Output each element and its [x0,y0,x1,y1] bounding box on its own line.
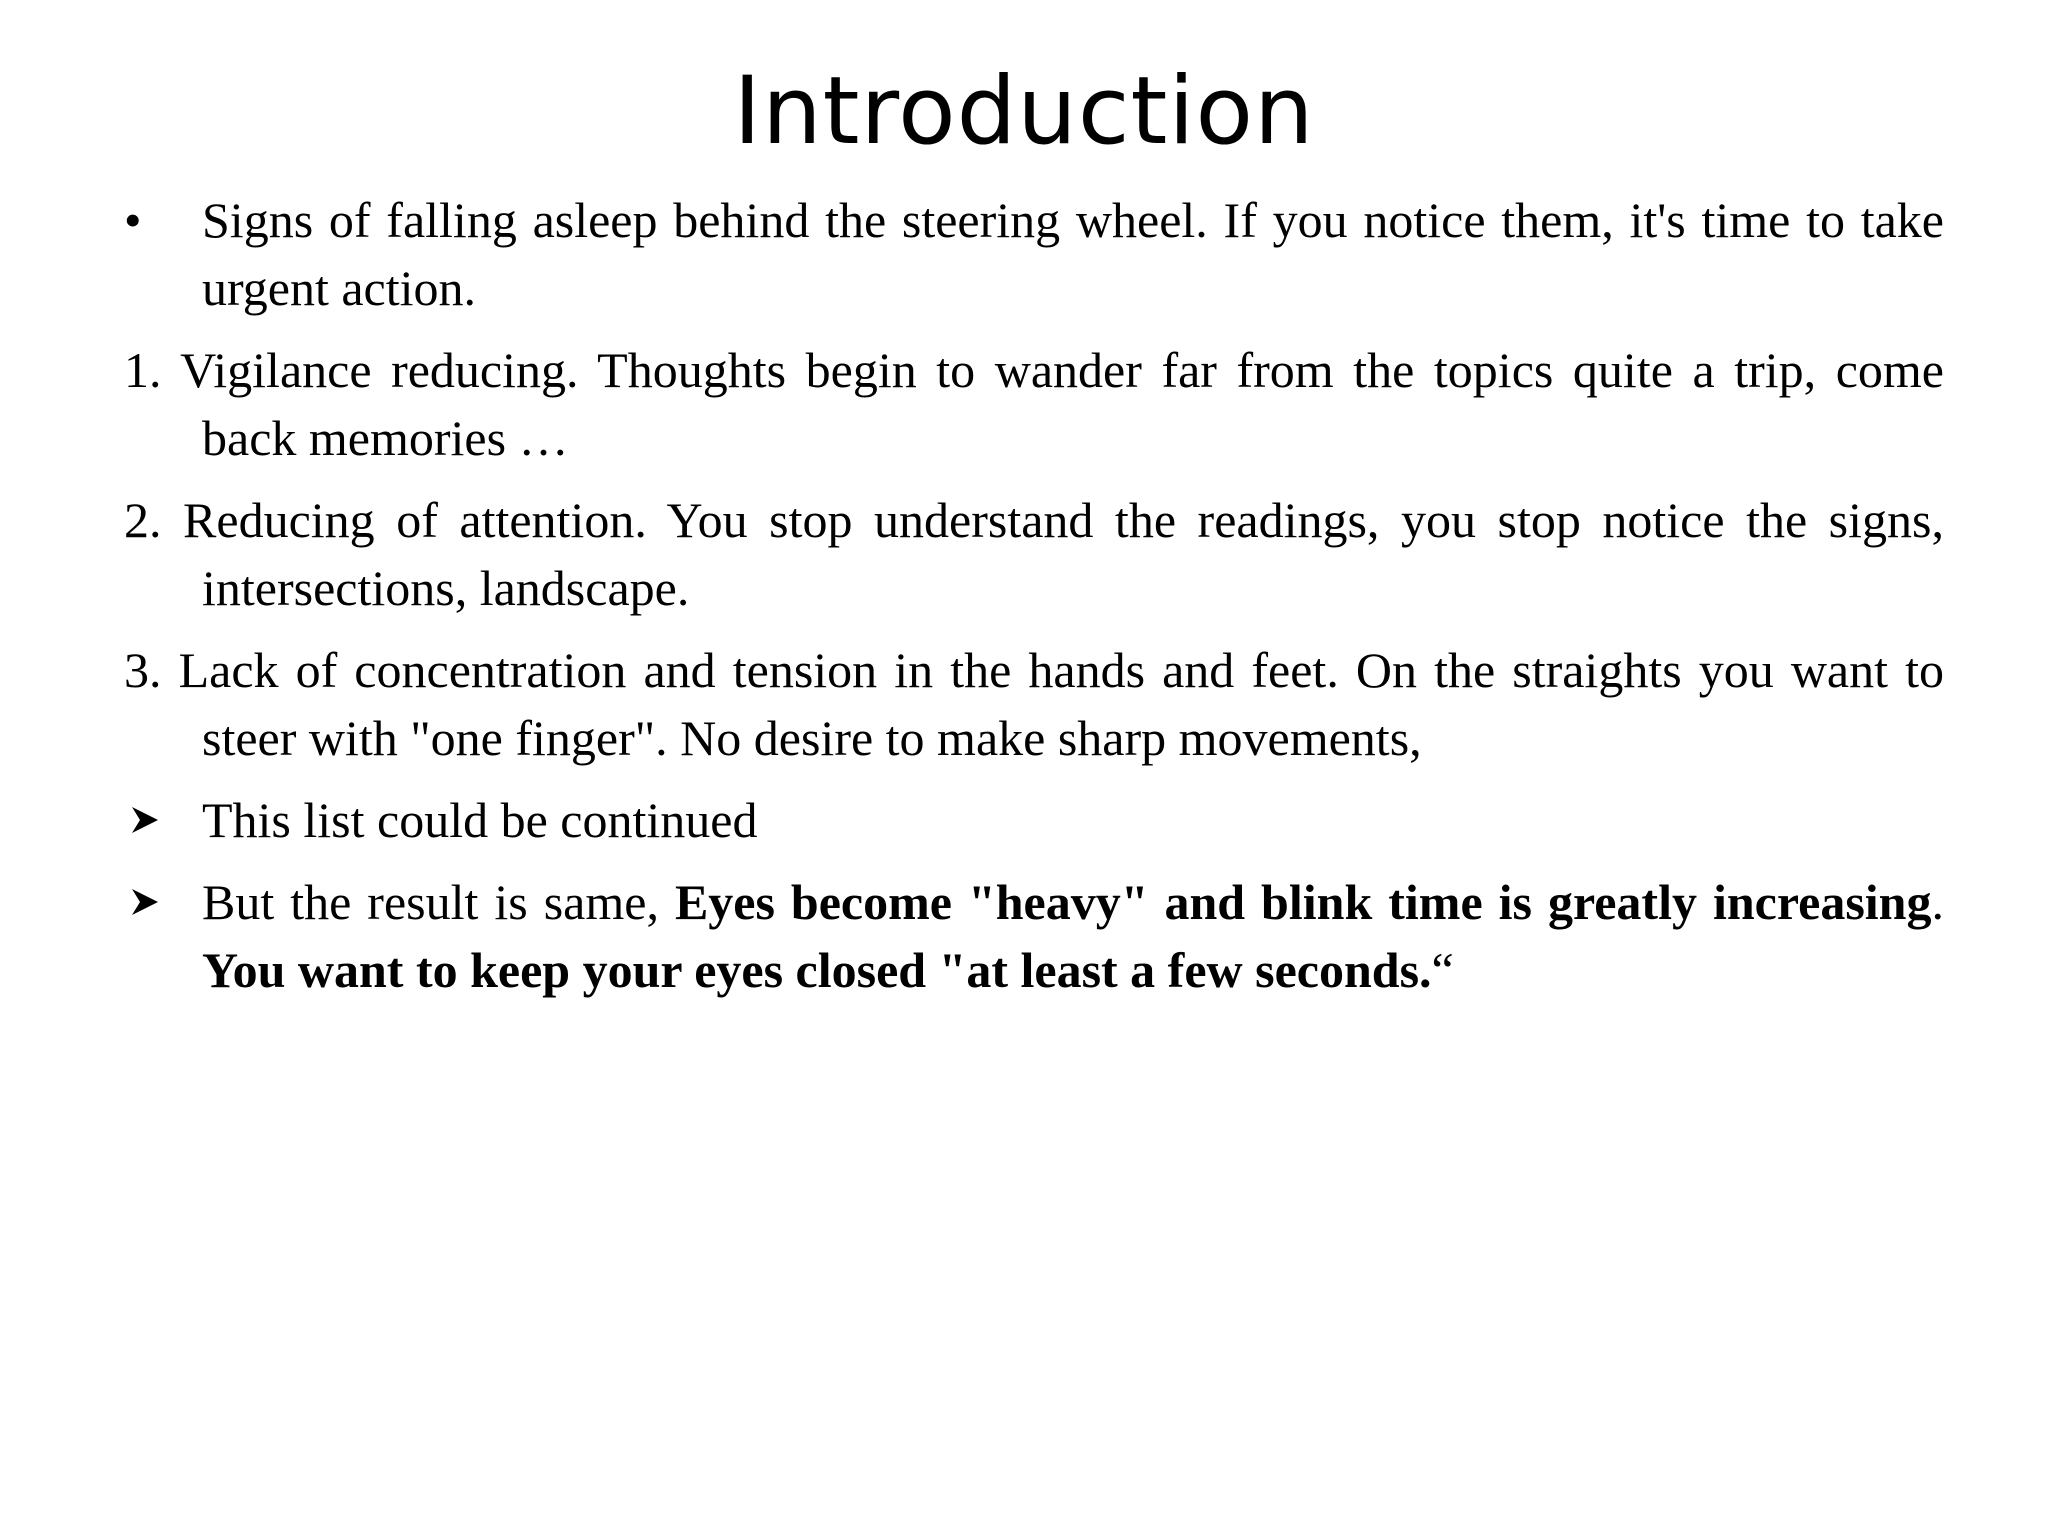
item-text: Vigilance reducing. Thoughts begin to wander far from the topics quite a trip, come back memories … [180,342,1944,466]
arrow-item-bold-2: You want to keep your eyes closed "at least a few seconds. [202,942,1432,998]
slide-body [124,186,1944,1018]
arrow-item-separator: . [1931,874,1944,930]
arrow-item-text: This list could be continued [202,792,758,848]
slide-title: Introduction [733,57,1315,166]
numbered-item-2 [124,486,1944,622]
item-number: 1. [124,342,162,398]
arrow-item-tail: “ [1431,942,1454,998]
arrow-item-bold-1: Eyes become "heavy" and blink time is greatly increasing [674,874,1932,930]
item-text: Reducing of attention. You stop understand the readings, you stop notice the signs, intersections, landscape. [183,492,1944,616]
bullet-dot-icon: • [124,192,142,248]
item-text: Lack of concentration and tension in the hands and feet. On the straights you want to steer with "one finger". No desire to make sharp movements, [178,642,1944,766]
arrow-item-1 [124,786,1944,854]
arrowhead-bullet-icon [130,887,160,917]
intro-bullet-item [124,186,1944,322]
arrowhead-bullet-icon [130,805,160,835]
item-number: 3. [124,642,162,698]
arrow-item-lead: But the result is same, [202,874,675,930]
numbered-item-1 [124,336,1944,472]
arrow-item-2 [124,868,1944,1004]
item-number: 2. [124,492,162,548]
intro-text: Signs of falling asleep behind the steering wheel. If you notice them, it's time to take urgent action. [202,192,1944,316]
numbered-item-3 [124,636,1944,772]
